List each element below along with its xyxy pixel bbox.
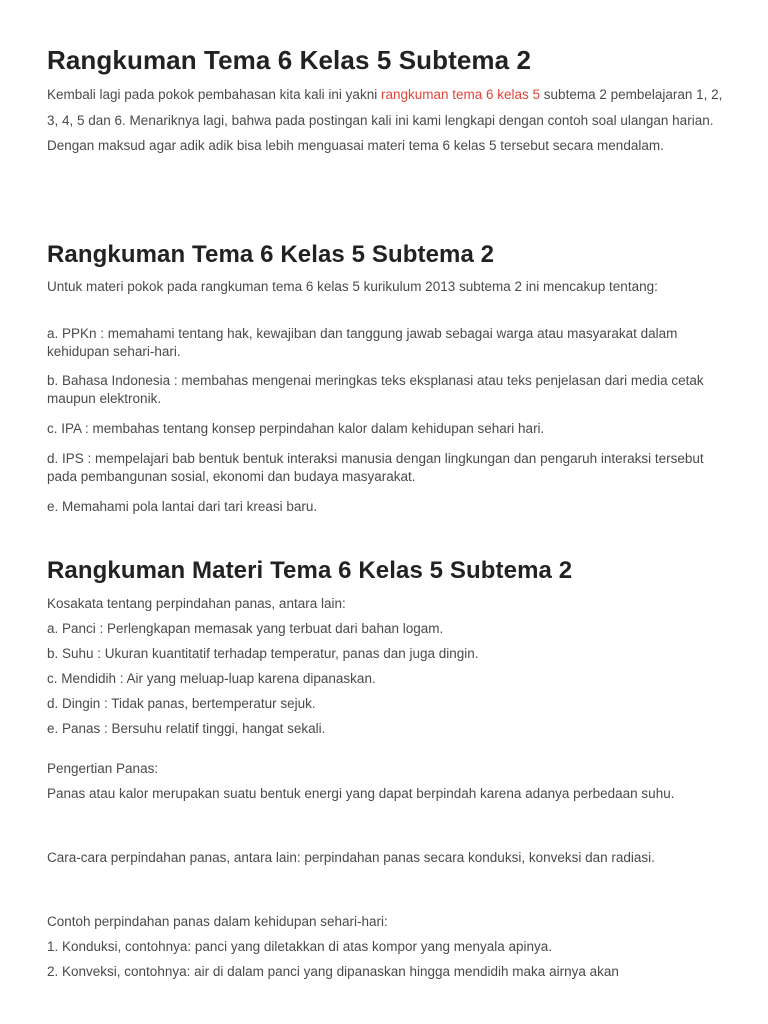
vocab-item: b. Suhu : Ukuran kuantitatif terhadap temperatur, panas dan juga dingin. [47, 646, 479, 661]
list-item-ppkn: a. PPKn : memahami tentang hak, kewajiban dan tanggung jawab sebagai warga atau masyarakat dalam kehidupan sehari-hari. [47, 326, 678, 359]
definition-text: Panas atau kalor merupakan suatu bentuk energi yang dapat berpindah karena adanya perbedaan suhu. [47, 786, 675, 801]
vocab-item: c. Mendidih : Air yang meluap-luap karena dipanaskan. [47, 671, 376, 686]
example-item: 1. Konduksi, contohnya: panci yang diletakkan di atas kompor yang menyala apinya. [47, 939, 553, 954]
rangkuman-link[interactable]: rangkuman tema 6 kelas 5 [380, 87, 541, 102]
list-item-ips: d. IPS : mempelajari bab bentuk bentuk interaksi manusia dengan lingkungan dan pengaruh interaksi tersebut pada pembangunan sosial, ekonomi dan budaya masyarakat. [47, 451, 704, 484]
definition-heading: Pengertian Panas: [47, 761, 159, 776]
intro-text-end: subtema 2 pembelajaran 1, 2, 3, 4, 5 dan 6. Menariknya lagi, bahwa pada postingan kali ini kami lengkapi dengan contoh soal ulangan harian. Dengan maksud agar adik adik bisa lebih menguasai materi tema 6 kelas 5 tersebut secara mendalam. [47, 87, 723, 153]
list-item-bahasa-indonesia: b. Bahasa Indonesia : membahas mengenai meringkas teks eksplanasi atau teks penjelasan dari media cetak maupun elektronik. [47, 373, 704, 406]
article-title: Rangkuman Tema 6 Kelas 5 Subtema 2 [47, 45, 532, 75]
example-item: 2. Konveksi, contohnya: air di dalam panci yang dipanaskan hingga mendidih maka airnya akan [47, 964, 619, 979]
intro-paragraph [47, 82, 727, 159]
intro-text-start: Kembali lagi pada pokok pembahasan kita kali ini yakni [47, 87, 381, 102]
materi-intro: Untuk materi pokok pada rangkuman tema 6 kelas 5 kurikulum 2013 subtema 2 ini mencakup tentang: [47, 279, 658, 294]
section-heading-subtema: Rangkuman Tema 6 Kelas 5 Subtema 2 [47, 241, 495, 268]
vocab-item: d. Dingin : Tidak panas, bertemperatur sejuk. [47, 696, 316, 711]
vocab-item: a. Panci : Perlengkapan memasak yang terbuat dari bahan logam. [47, 621, 444, 636]
vocab-item: e. Panas : Bersuhu relatif tinggi, hangat sekali. [47, 721, 326, 736]
examples-intro: Contoh perpindahan panas dalam kehidupan sehari-hari: [47, 914, 388, 929]
vocab-intro: Kosakata tentang perpindahan panas, antara lain: [47, 596, 346, 611]
list-item-sbdp: e. Memahami pola lantai dari tari kreasi baru. [47, 499, 318, 514]
list-item-ipa: c. IPA : membahas tentang konsep perpindahan kalor dalam kehidupan sehari hari. [47, 421, 545, 436]
section-heading-materi: Rangkuman Materi Tema 6 Kelas 5 Subtema 2 [47, 557, 573, 584]
ways-text: Cara-cara perpindahan panas, antara lain: perpindahan panas secara konduksi, konveksi dan radiasi. [47, 850, 655, 865]
